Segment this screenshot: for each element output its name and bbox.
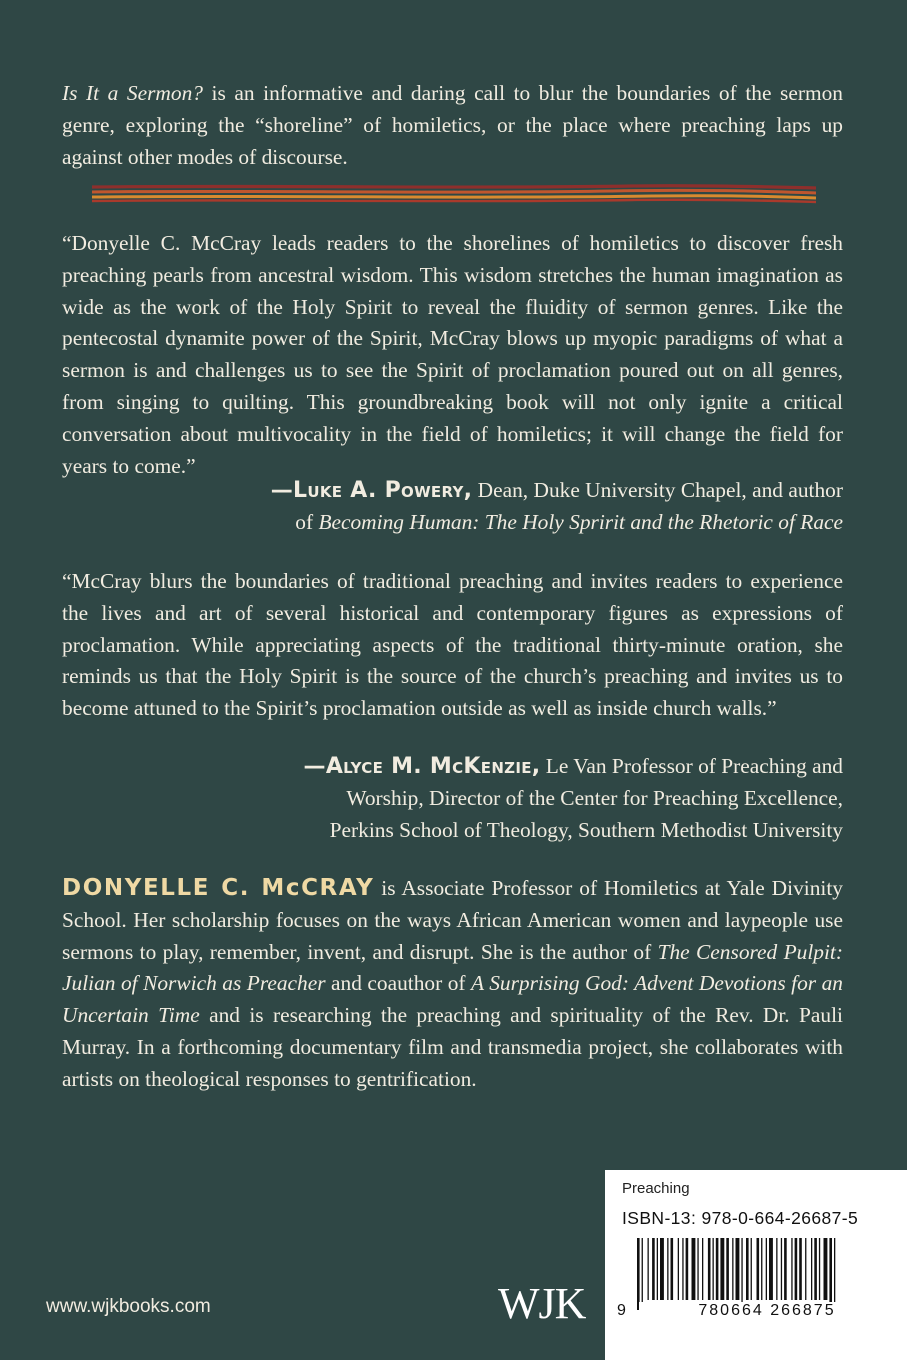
attribution-1-line-2 [143,507,843,539]
barcode-bar [678,1238,679,1300]
barcode-bar [697,1238,698,1300]
barcode-bar [791,1238,792,1300]
endorsement-2 [62,566,843,725]
barcode-bar [799,1238,802,1300]
barcode-bar [686,1238,689,1300]
bio-text-3: and is researching the preaching and spirituality of the Rev. Dr. Pauli Murray. In a forthcoming documentary film and transmedia project, she collaborates with artists on theological responses to gentrification. [62,1003,844,1091]
barcode-bar [811,1238,812,1300]
barcode-bar [834,1238,835,1310]
wave-divider [92,183,816,205]
barcode-bar [761,1238,762,1300]
barcode-bar [769,1238,773,1300]
barcode-bar [819,1238,820,1300]
author-bio [62,873,843,1096]
barcode-bar [671,1238,674,1300]
barcode-bar [766,1238,767,1300]
barcode-bar [716,1238,719,1300]
barcode-bar [795,1238,798,1300]
barcode-bar [720,1238,724,1300]
barcode-bar [805,1238,806,1300]
attribution-2-line-1 [143,751,843,783]
attribution-1-of: of [295,509,319,534]
barcode-bar [829,1238,832,1310]
intro-text: is an informative and daring call to blur the boundaries of the sermon genre, exploring the “shoreline” of homiletics, or the place where preaching laps up against other modes of discourse. [62,81,843,169]
divider-stripe-4 [92,200,816,202]
endorsement-1-text: “Donyelle C. McCray leads readers to the shorelines of homiletics to discover fresh preaching pearls from ancestral wisdom. This wisdom stretches the human imagination as wide as the work of the Holy Spirit to reveal the fluidity of sermon genres. Like the pentecostal dynamite power of the Spirit, McCray blows up myopic paradigms of what a sermon is and challenges us to see the Spirit of proclamation poured out on all genres, from singing to quilting. This groundbreaking book will not only ignite a critical conversation about multivocality in the field of homiletics; it will change the field for years to come.” [62,231,843,478]
bio-book-2: A Surprising God: Advent Devotions for an Uncertain Time [62,971,843,1028]
barcode-bar [824,1238,828,1300]
attribution-1-dash: — [270,478,294,503]
intro-book-title: Is It a Sermon? [62,81,203,105]
barcode-bar [746,1238,749,1300]
endorsement-2-attribution [143,751,843,846]
bio-text-2: and coauthor of [325,971,472,996]
barcode-bar [648,1238,649,1300]
barcode-bar [692,1238,696,1300]
bio-author-name: DONYELLE C. McCRAY [62,875,375,901]
attribution-2-dash: — [303,754,326,779]
publisher-logo: WJK [498,1279,586,1328]
barcode-bar [708,1238,711,1300]
barcode-digits: 780664 266875 [639,1302,895,1320]
barcode-bar [657,1238,658,1300]
barcode-bars [637,1238,893,1310]
barcode-bar [713,1238,714,1300]
barcode-bar [667,1238,668,1300]
attribution-1-role: Dean, Duke University Chapel, and author [472,478,843,502]
attribution-1-book: Becoming Human: The Holy Spririt and the Rhetoric of Race [318,509,843,534]
barcode-bar [660,1238,664,1300]
bio-text-1: is Associate Professor of Homiletics at Yale Divinity School. Her scholarship focuses on the ways African American women and laypeople use sermons to play, remember, invent, and disrupt. She is the author of [62,876,843,964]
bio-book-1: The Censored Pulpit: Julian of Norwich as Preacher [62,939,843,996]
barcode-bar [781,1238,782,1300]
intro-paragraph [62,78,843,173]
endorsement-1 [62,228,843,482]
attribution-2-role-2: Worship, Director of the Center for Preaching Excellence, [346,785,843,810]
barcode-bar [726,1238,729,1300]
attribution-2-role-3: Perkins School of Theology, Southern Methodist University [329,817,843,842]
barcode-bar [751,1238,752,1300]
attribution-2-author: Alyce M. McKenzie, [325,754,541,779]
endorsement-2-text: “McCray blurs the boundaries of traditional preaching and invites readers to experience the lives and art of several historical and contemporary figures as expressions of proclamation. While appreciating aspects of the traditional thirty-minute oration, she reminds us that the Holy Spirit is the source of the church’s preaching and invites us to become attuned to the Spirit’s proclamation outside as well as inside church walls.” [62,569,843,721]
barcode-bar [784,1238,787,1300]
barcode-bar [702,1238,703,1300]
endorsement-1-attribution [143,475,843,539]
barcode-bar [642,1238,643,1310]
barcode-isbn: ISBN-13: 978-0-664-26687-5 [622,1208,859,1228]
barcode-bar [682,1238,683,1300]
barcode-bar [741,1238,742,1310]
divider-stripe-3 [92,196,816,198]
barcode-first-digit: 9 [617,1302,626,1319]
barcode-bar [652,1238,655,1300]
publisher-website: www.wjkbooks.com [46,1296,211,1317]
barcode-bar [736,1238,740,1300]
attribution-1-line-1 [143,475,843,507]
barcode-bar [637,1238,640,1310]
barcode-category: Preaching [622,1180,690,1197]
barcode-panel [605,1170,907,1360]
divider-stripe-2 [92,190,816,193]
barcode-bar [757,1238,760,1300]
barcode-bar [732,1238,733,1300]
attribution-2-role-1: Le Van Professor of Preaching and [540,754,843,778]
barcode-bar [814,1238,817,1300]
divider-stripe-1 [92,186,816,188]
barcode-bar [776,1238,777,1300]
attribution-1-author: Luke A. Powery, [293,478,473,503]
